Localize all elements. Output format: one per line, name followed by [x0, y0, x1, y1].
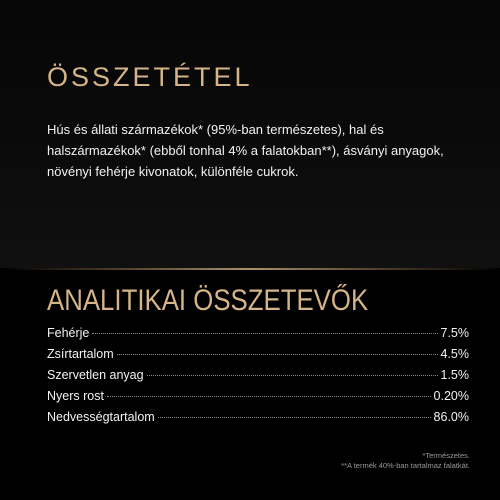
dotted-leader [117, 354, 438, 355]
analytics-heading: ANALITIKAI ÖSSZETEVŐK [47, 284, 369, 317]
analytics-row-moisture [47, 410, 469, 431]
analytics-row-value: 86.0% [433, 410, 469, 424]
analytics-row-value: 7.5% [440, 326, 469, 340]
analytics-row-value: 1.5% [440, 368, 469, 382]
composition-text: Hús és állati származékok* (95%-ban természetes), hal és halszármazékok* (ebből tonhal 4% a falatokban**), ásványi anyagok, növényi fehérje kivonatok, különféle cukrok. [47, 122, 444, 179]
analytics-row-label: Szervetlen anyag [47, 368, 144, 382]
dotted-leader [92, 333, 437, 334]
dotted-leader [158, 417, 431, 418]
dotted-leader [147, 375, 438, 376]
analytics-row-fat [47, 347, 469, 368]
footnote-natural: *Természetes. [422, 451, 470, 460]
footnote-pieces: **A termék 40%-ban tartalmaz falatkát. [341, 461, 470, 470]
analytics-row-protein [47, 326, 469, 347]
analytics-row-label: Zsírtartalom [47, 347, 114, 361]
dotted-leader [107, 396, 431, 397]
analytics-row-ash [47, 368, 469, 389]
composition-heading: ÖSSZETÉTEL [47, 62, 253, 92]
analytics-row-value: 4.5% [440, 347, 469, 361]
analytics-row-label: Nedvességtartalom [47, 410, 155, 424]
analytics-table [47, 326, 469, 431]
analytics-row-label: Fehérje [47, 326, 90, 340]
analytics-row-fibre [47, 389, 469, 410]
analytics-row-value: 0.20% [433, 389, 469, 403]
analytics-row-label: Nyers rost [47, 389, 104, 403]
